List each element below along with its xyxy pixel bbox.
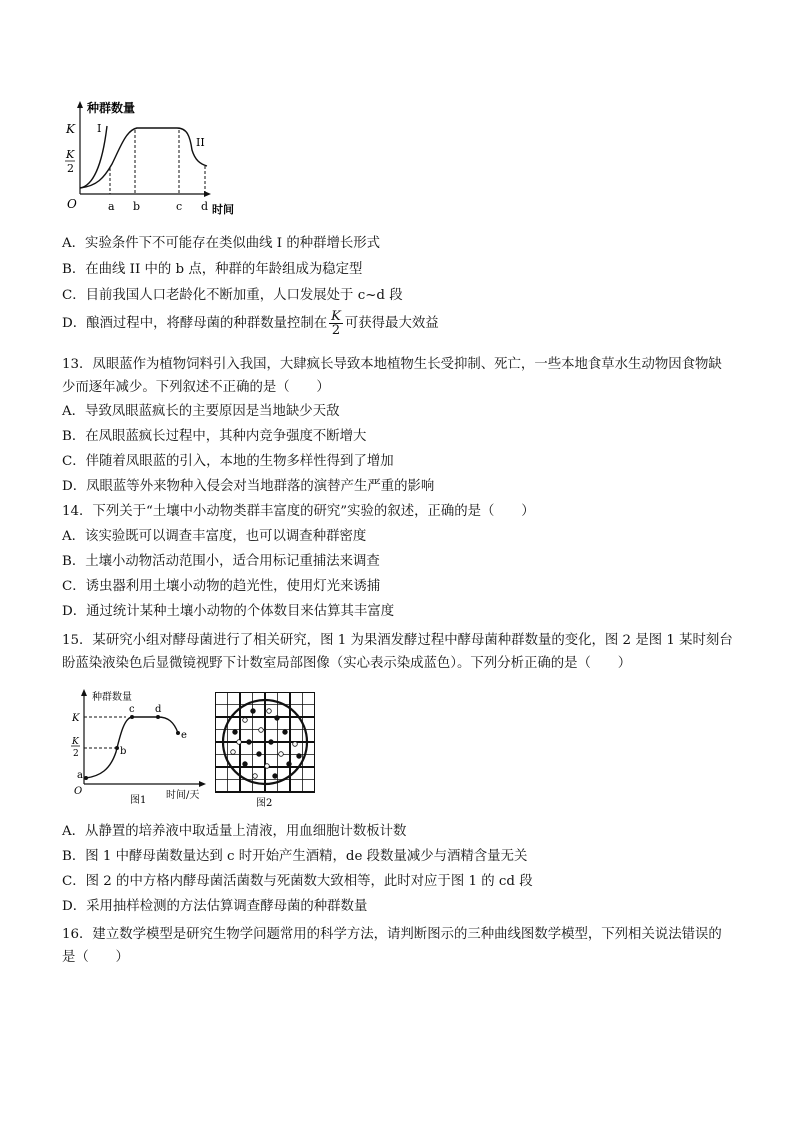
q16-stem: 16．建立数学模型是研究生物学问题常用的科学方法，请判断图示的三种曲线图数学模型，下列相关说法错误的是（ ） [62,927,722,965]
unstained-cell [237,740,242,745]
unstained-cell [243,718,248,723]
stained-cell [273,774,278,779]
q14-option-c: C．诱虫器利用土壤小动物的趋光性，使用灯光来诱捕 [62,579,381,594]
unstained-cell [293,742,298,747]
curve-i-label: I [97,122,102,135]
q13-stem: 13．凤眼蓝作为植物饲料引入我国，大肆疯长导致本地植物生长受抑制、死亡，一些本地食草水生动物因食物缺少而逐年减少。下列叙述不正确的是（ ） [62,357,722,395]
point-c [130,715,134,719]
stained-cell [275,716,280,721]
q12-option-b: B．在曲线 II 中的 b 点，种群的年龄组成为稳定型 [62,262,363,277]
y-axis-arrow [81,689,87,696]
curve-i [80,126,107,188]
origin-label: O [74,786,83,797]
stained-cell [297,754,302,759]
stained-cell [257,752,262,757]
origin-label: O [67,197,77,211]
stained-cell [233,730,238,735]
stained-cell [251,709,256,714]
y-axis-arrow [77,101,83,108]
stained-cell [247,740,252,745]
fraction-numerator: K [331,309,341,324]
unstained-cell [267,709,272,714]
y-tick-k: K [72,713,80,724]
q15-option-c: C．图 2 的中方格内酵母菌活菌数与死菌数大致相等，此时对应于图 1 的 cd 段 [62,874,533,889]
q12-option-c: C．目前我国人口老龄化不断加重，人口发展处于 c~d 段 [62,288,403,303]
q12-option-d [62,310,439,337]
y-axis-label: 种群数量 [92,692,132,703]
q14-option-d: D．通过统计某种土壤小动物的个体数目来估算其丰富度 [62,604,395,619]
q13-option-a: A．导致凤眼蓝疯长的主要原因是当地缺少天敌 [62,404,340,419]
x-axis-label: 时间 [212,203,234,216]
q12-option-a: A．实验条件下不可能存在类似曲线 I 的种群增长形式 [62,236,381,251]
point-d [156,715,160,719]
curve-ii-label: II [196,136,205,149]
label-e: e [181,730,187,741]
q15-option-b: B．图 1 中酵母菌数量达到 c 时开始产生酒精，de 段数量减少与酒精含量无关 [62,849,528,864]
q14-stem: 14．下列关于“土壤中小动物类群丰富度的研究”实验的叙述，正确的是（ ） [62,504,535,519]
fig1-caption: 图1 [130,795,147,806]
unstained-cell [253,774,258,779]
y-tick-k-half-num: K [72,737,79,747]
yeast-growth-chart [62,686,212,811]
stained-cell [243,762,248,767]
stained-cell [269,740,274,745]
q13-option-c: C．伴随着凤眼蓝的引入，本地的生物多样性得到了增加 [62,454,394,469]
hemocytometer-grid [215,692,315,812]
y-tick-k-half-den: 2 [73,749,79,759]
q15-stem: 15．某研究小组对酵母菌进行了相关研究，图 1 为果酒发酵过程中酵母菌种群数量的变化，图 2 是图 1 某时刻台盼蓝染液染色后显微镜视野下计数室局部图像（实心表示染成蓝色）。下列分析正确的是（ ） [62,633,733,671]
x-tick-d: d [201,200,209,213]
x-axis-label: 时间/天 [166,790,200,801]
label-d: d [155,704,162,715]
q13-option-d: D．凤眼蓝等外来物种入侵会对当地群落的演替产生严重的影响 [62,479,435,494]
curve-ii [80,128,207,188]
q12-option-d-after: 可获得最大效益 [344,316,439,331]
unstained-cell [231,750,236,755]
q14-option-b: B．土壤小动物活动范围小，适合用标记重捕法来调查 [62,554,380,569]
q15-option-d: D．采用抽样检测的方法估算调查酵母菌的种群数量 [62,899,368,914]
fraction-denominator: 2 [331,323,341,338]
unstained-cell [259,728,264,733]
q12-option-d-before: D．酿酒过程中，将酵母菌的种群数量控制在 [62,316,328,331]
q14-option-a: A．该实验既可以调查丰富度，也可以调查种群密度 [62,529,367,544]
y-tick-k: K [66,122,75,136]
x-tick-a: a [108,200,115,213]
point-b [115,746,119,750]
fig2-caption: 图2 [256,798,273,809]
k-half-fraction [329,310,343,337]
x-axis-arrow [199,781,206,787]
q15-option-a: A．从静置的培养液中取适量上清液，用血细胞计数板计数 [62,824,407,839]
label-b: b [120,746,127,757]
grid-lines [215,692,315,792]
unstained-cell [279,752,284,757]
x-tick-b: b [133,200,141,213]
x-tick-c: c [176,200,183,213]
stained-cell [283,730,288,735]
label-c: c [129,704,135,715]
y-tick-k-half-den: 2 [67,162,74,175]
y-axis-label: 种群数量 [87,101,136,115]
point-a [84,776,88,780]
point-e [176,731,180,735]
y-tick-k-half-num: K [66,148,75,161]
stained-cell [287,762,292,767]
label-a: a [77,770,83,781]
q13-option-b: B．在凤眼蓝疯长过程中，其种内竞争强度不断增大 [62,429,367,444]
unstained-cell [265,764,270,769]
population-growth-chart [62,98,242,218]
